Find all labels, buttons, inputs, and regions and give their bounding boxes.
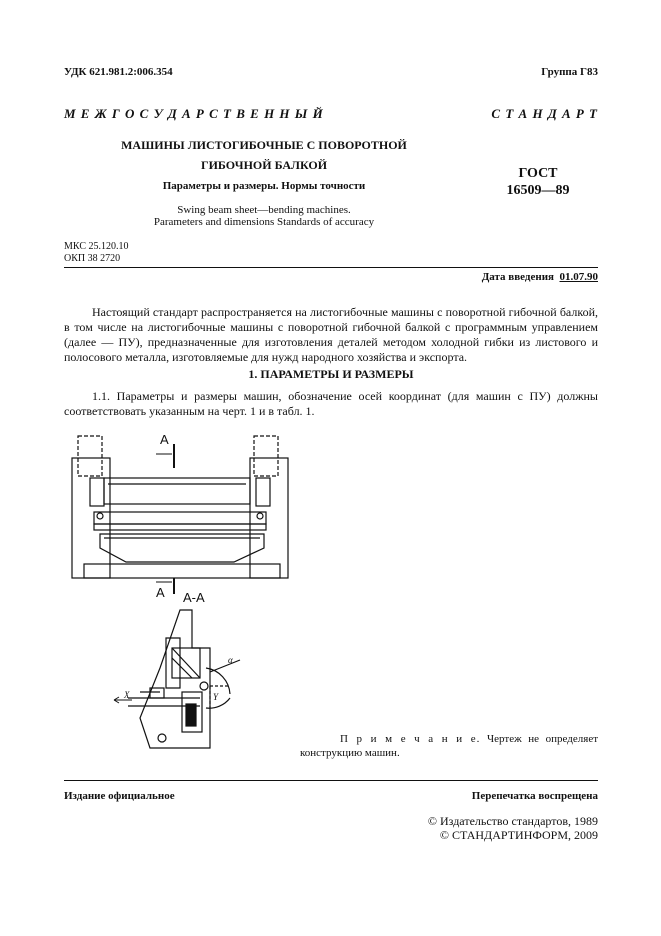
bottom-divider: [64, 780, 598, 781]
note-text: Чертеж не определяет конструкцию машин.: [300, 733, 599, 759]
title-en-line-1: Swing beam sheet—bending machines.: [177, 204, 351, 216]
machine-front-view: [64, 428, 304, 608]
gost-label: ГОСТ: [518, 166, 558, 181]
group-code: Группа Г83: [541, 66, 598, 78]
section-mark-bottom: А: [156, 585, 165, 600]
subtitle: Параметры и размеры. Нормы точности: [162, 180, 366, 192]
intro-date-label: Дата введения: [481, 271, 554, 283]
intro-date: [482, 271, 598, 283]
gost-number: 16509—89: [506, 183, 570, 198]
section-title: 1. ПАРАМЕТРЫ И РАЗМЕРЫ: [248, 367, 414, 381]
axis-y-label: Y: [213, 692, 219, 702]
copyright-1989: © Издательство стандартов, 1989: [427, 814, 598, 828]
machine-section-view: [110, 608, 250, 754]
official-edition: Издание официальное: [64, 790, 175, 802]
axis-x-label: X: [124, 690, 130, 700]
clause-1-1: 1.1. Параметры и размеры машин, обозначение осей координат (для машин с ПУ) должны соответствовать указанным на черт. 1 и в табл. 1.: [64, 389, 598, 418]
udk-code: УДК 621.981.2:006.354: [64, 66, 173, 78]
title-line-2: ГИБОЧНОЙ БАЛКОЙ: [200, 158, 328, 172]
top-divider: [64, 267, 598, 268]
copyright-2009: © СТАНДАРТИНФОРМ, 2009: [439, 828, 598, 842]
axis-alpha-label: α: [228, 655, 233, 665]
banner-left: М Е Ж Г О С У Д А Р С Т В Е Н Н Ы Й: [64, 106, 324, 121]
section-view-label: А-А: [183, 590, 205, 605]
mks-code: МКС 25.120.10: [64, 241, 129, 252]
drawing-note: [300, 732, 598, 760]
title-en-line-2: Parameters and dimensions Standards of accuracy: [153, 216, 375, 228]
note-label: П р и м е ч а н и е.: [340, 733, 481, 745]
section-mark-top: А: [160, 432, 169, 447]
intro-date-value: 01.07.90: [559, 271, 598, 283]
reprint-notice: Перепечатка воспрещена: [471, 790, 598, 802]
intro-paragraph: Настоящий стандарт распространяется на листогибочные машины с поворотной гибочной балкой, в том числе на листогибочные машины с поворотной гибочной балкой с программным управлением (далее — ПУ), предназначенные для изготовления деталей методом холодной гибки из листового и полосового металла, изготовляемые для нужд народного хозяйства и экспорта.: [64, 305, 598, 364]
title-line-1: МАШИНЫ ЛИСТОГИБОЧНЫЕ С ПОВОРОТНОЙ: [121, 138, 407, 152]
banner-right: С Т А Н Д А Р Т: [491, 106, 598, 121]
okp-code: ОКП 38 2720: [64, 253, 121, 264]
